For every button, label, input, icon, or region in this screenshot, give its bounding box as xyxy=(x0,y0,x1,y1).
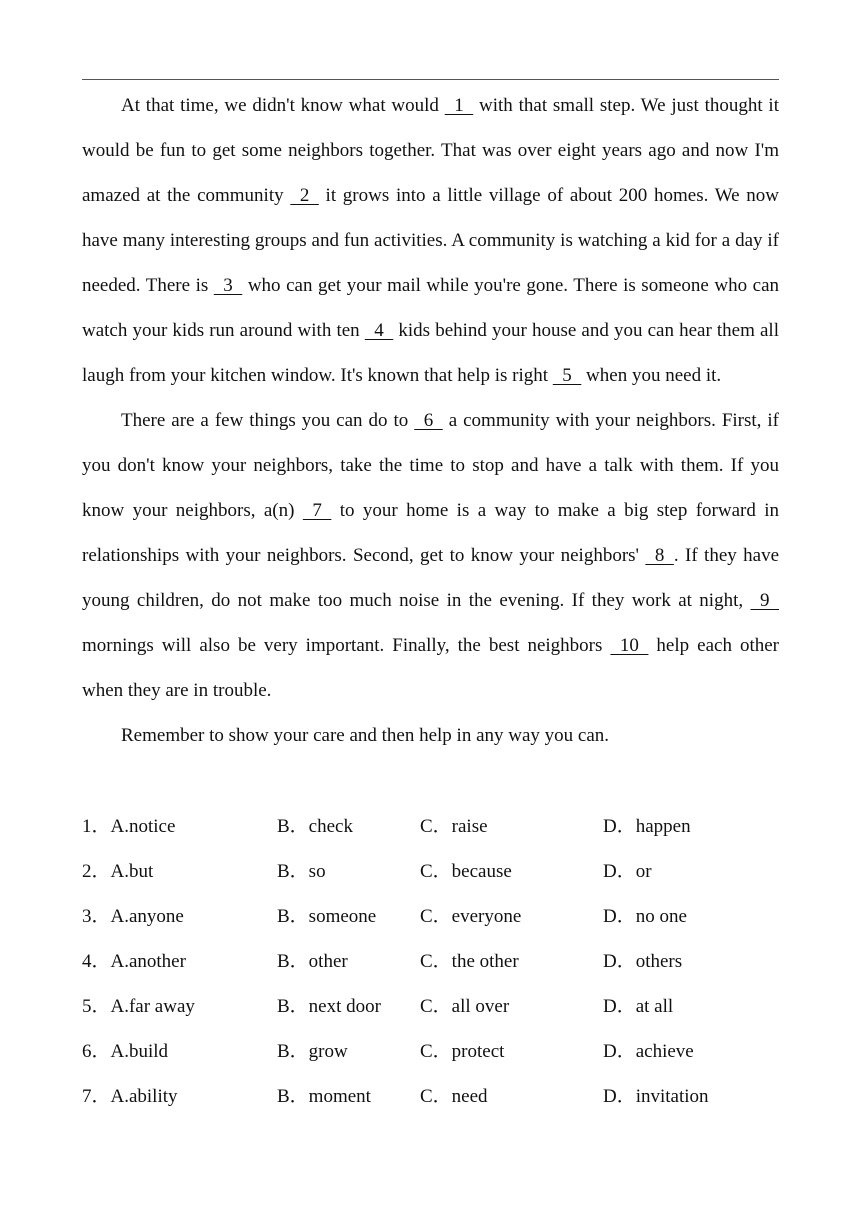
blank-3: 3 xyxy=(213,275,243,296)
question-row-3 xyxy=(82,894,779,939)
blank-5: 5 xyxy=(552,365,582,386)
passage-text: a community with your neighbors. First, if you don't know your neighbors, take the time to stop and have a talk with them. If you know your neighbors, a(n) xyxy=(82,410,779,521)
passage-text: help each other when they are in trouble. xyxy=(82,635,779,701)
paragraph-3: Remember to show your care and then help in any way you can. xyxy=(121,725,610,746)
option-a: 5．A.far away xyxy=(82,996,195,1017)
option-d: D．at all xyxy=(603,996,674,1017)
passage-text: . If they have young children, do not make too much noise in the evening. If they work at night, xyxy=(82,545,780,611)
option-c: C．protect xyxy=(420,1041,505,1062)
blank-8: 8 xyxy=(645,545,674,566)
option-c: C．need xyxy=(420,1086,488,1107)
option-b: B．next door xyxy=(277,996,381,1017)
answer-options xyxy=(82,804,779,1119)
blank-4: 4 xyxy=(364,320,394,341)
option-a: 3．A.anyone xyxy=(82,906,184,927)
question-row-4 xyxy=(82,939,779,984)
passage-text: There are a few things you can do to xyxy=(121,410,415,431)
blank-1: 1 xyxy=(444,95,474,116)
passage-text: mornings will also be very important. Finally, the best neighbors xyxy=(82,635,611,656)
passage-text: with that small step. We just thought it would be fun to get some neighbors together. That was over eight years ago and now I'm amazed at the community xyxy=(82,95,779,206)
paragraph-1 xyxy=(82,83,779,398)
passage-text: when you need it. xyxy=(581,365,722,386)
passage-text: it grows into a little village of about 200 homes. We now have many interesting groups and fun activities. A community is watching a kid for a day if needed. There is xyxy=(82,185,779,296)
option-c: C．all over xyxy=(420,996,510,1017)
top-rule xyxy=(82,79,779,80)
passage-text: kids behind your house and you can hear them all laugh from your kitchen window. It's known that help is right xyxy=(82,320,779,386)
option-d: D．or xyxy=(603,861,652,882)
paragraph-2 xyxy=(82,398,779,713)
question-row-6 xyxy=(82,1029,779,1074)
blank-7: 7 xyxy=(302,500,332,521)
option-a: 7．A.ability xyxy=(82,1086,178,1107)
option-b: B．check xyxy=(277,816,353,837)
passage-text: to your home is a way to make a big step forward in relationships with your neighbors. Second, get to know your neighbors' xyxy=(82,500,780,566)
option-c: C．the other xyxy=(420,951,519,972)
question-row-5 xyxy=(82,984,779,1029)
question-row-2 xyxy=(82,849,779,894)
option-a: 6．A.build xyxy=(82,1041,169,1062)
option-b: B．other xyxy=(277,951,348,972)
option-d: D．happen xyxy=(603,816,691,837)
option-b: B．grow xyxy=(277,1041,348,1062)
option-c: C．raise xyxy=(420,816,488,837)
option-a: 1．A.notice xyxy=(82,816,176,837)
option-a: 2．A.but xyxy=(82,861,154,882)
option-a: 4．A.another xyxy=(82,951,186,972)
question-row-1 xyxy=(82,804,779,849)
passage-text: who can get your mail while you're gone. There is someone who can watch your kids run around with ten xyxy=(82,275,779,341)
option-c: C．because xyxy=(420,861,512,882)
question-row-7 xyxy=(82,1074,779,1119)
option-d: D．no one xyxy=(603,906,687,927)
option-b: B．moment xyxy=(277,1086,371,1107)
blank-2: 2 xyxy=(290,185,319,206)
option-d: D．invitation xyxy=(603,1086,709,1107)
blank-10: 10 xyxy=(610,635,649,656)
option-b: B．so xyxy=(277,861,326,882)
option-b: B．someone xyxy=(277,906,377,927)
option-d: D．achieve xyxy=(603,1041,694,1062)
option-c: C．everyone xyxy=(420,906,522,927)
passage-text: At that time, we didn't know what would xyxy=(121,95,445,116)
blank-6: 6 xyxy=(414,410,443,431)
option-d: D．others xyxy=(603,951,683,972)
cloze-passage xyxy=(82,83,779,758)
blank-9: 9 xyxy=(750,590,779,611)
